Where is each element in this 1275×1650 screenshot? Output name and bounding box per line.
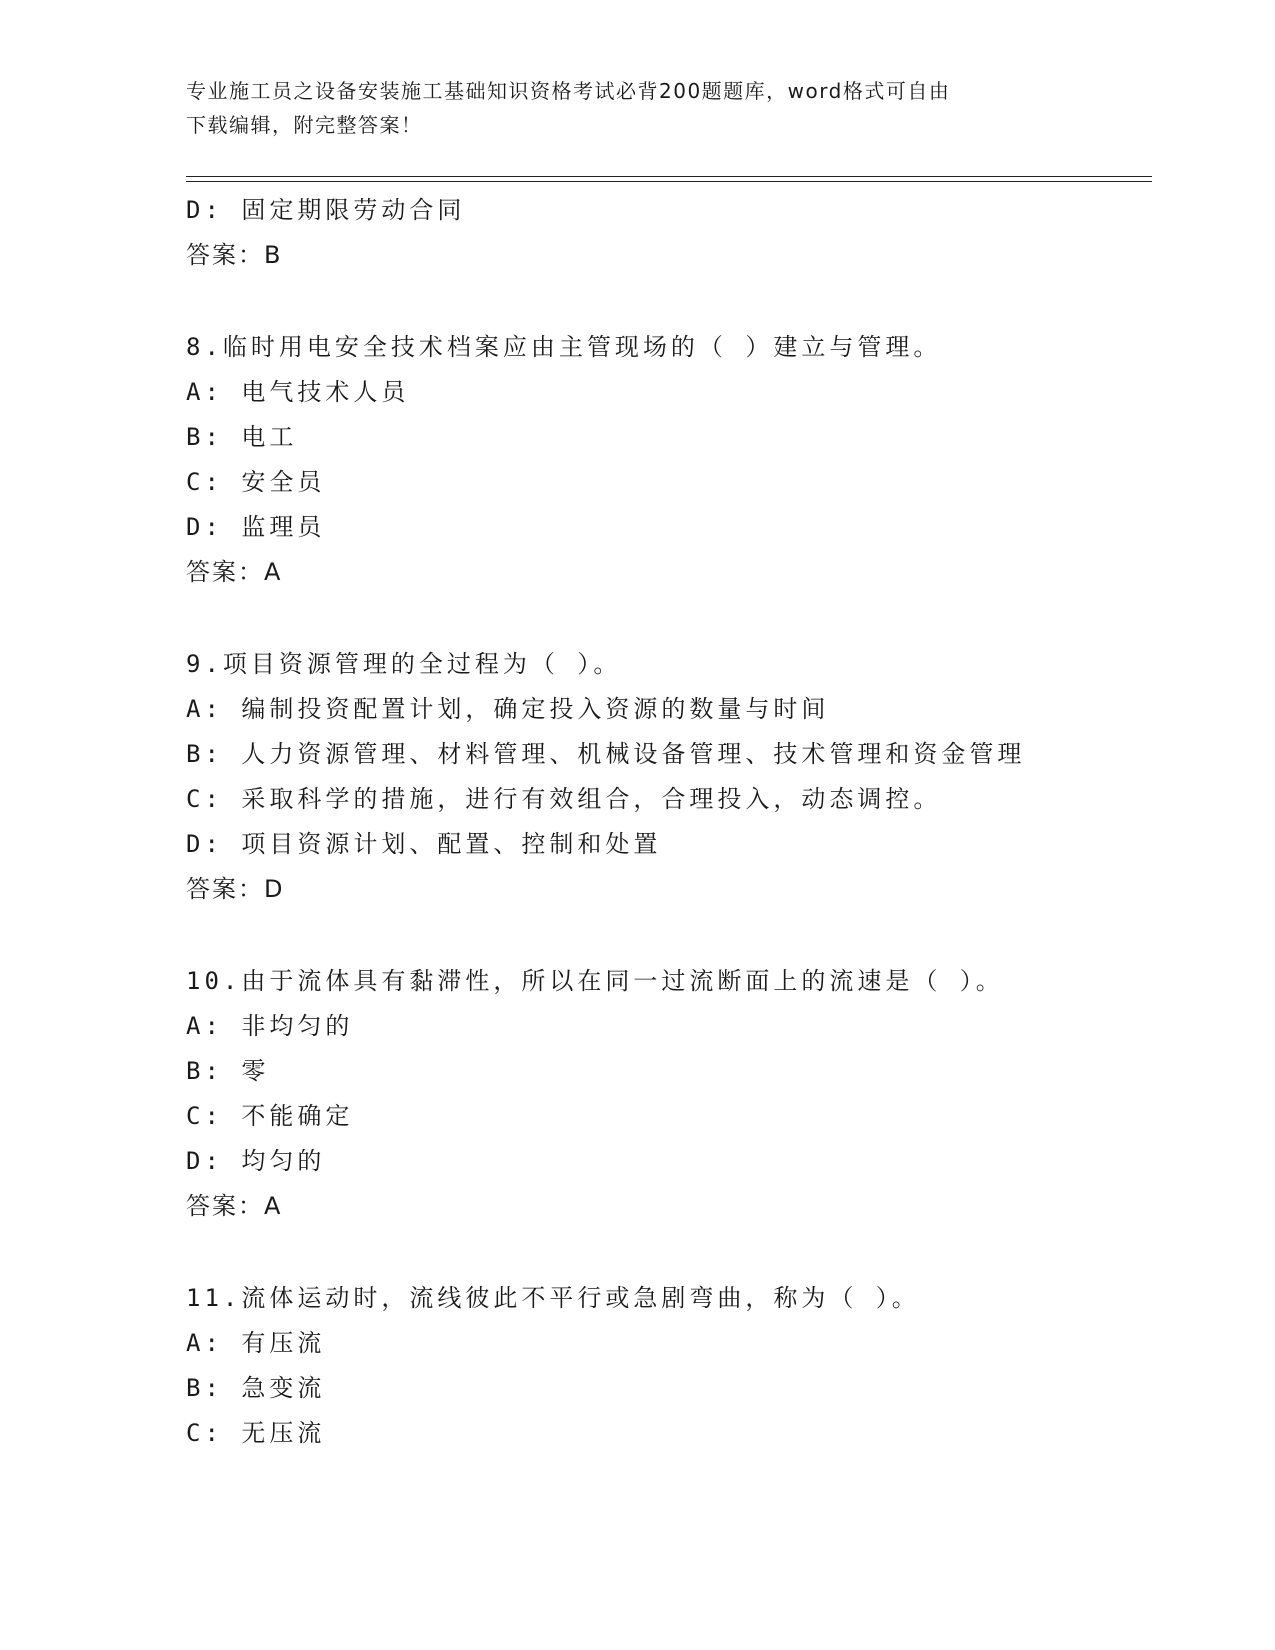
- question-8-option-c: C: 安全员: [186, 468, 326, 496]
- spacer: [186, 595, 1146, 642]
- prev-option-d: D: 固定期限劳动合同: [186, 196, 466, 224]
- question-10-option-b: B: 零: [186, 1057, 270, 1085]
- question-8-stem: 8.临时用电安全技术档案应由主管现场的（ ）建立与管理。: [186, 333, 942, 361]
- question-10-stem: 10.由于流体具有黏滞性，所以在同一过流断面上的流速是（ ）。: [186, 967, 1004, 995]
- spacer: [186, 1229, 1146, 1276]
- question-9-option-d: D: 项目资源计划、配置、控制和处置: [186, 830, 662, 858]
- question-11-option-b: B: 急变流: [186, 1374, 326, 1402]
- prev-answer: 答案：B: [186, 241, 283, 269]
- question-10-option-c: C: 不能确定: [186, 1102, 354, 1130]
- question-8-option-d: D: 监理员: [186, 513, 326, 541]
- question-9-option-b: B: 人力资源管理、材料管理、机械设备管理、技术管理和资金管理: [186, 740, 1026, 768]
- question-10-answer: 答案：A: [186, 1192, 283, 1220]
- question-9-answer: 答案：D: [186, 875, 285, 903]
- question-9-option-c: C: 采取科学的措施，进行有效组合，合理投入，动态调控。: [186, 785, 942, 813]
- question-11-stem: 11.流体运动时，流线彼此不平行或急剧弯曲，称为（ ）。: [186, 1284, 920, 1312]
- header-rule-bottom: [186, 181, 1152, 182]
- question-8-option-b: B: 电工: [186, 423, 298, 451]
- question-content: [186, 188, 1146, 1456]
- question-8-option-a: A: 电气技术人员: [186, 378, 410, 406]
- question-9-option-a: A: 编制投资配置计划，确定投入资源的数量与时间: [186, 695, 830, 723]
- question-11-option-a: A: 有压流: [186, 1329, 326, 1357]
- question-8-answer: 答案：A: [186, 558, 283, 586]
- spacer: [186, 912, 1146, 959]
- question-9-stem: 9.项目资源管理的全过程为（ ）。: [186, 650, 622, 678]
- page-header: 专业施工员之设备安装施工基础知识资格考试必背200题题库，word格式可自由 下载编辑，附完整答案！: [186, 79, 951, 137]
- question-10-option-d: D: 均匀的: [186, 1147, 326, 1175]
- header-rule-top: [186, 176, 1152, 177]
- question-11-option-c: C: 无压流: [186, 1419, 326, 1447]
- question-10-option-a: A: 非均匀的: [186, 1012, 354, 1040]
- spacer: [186, 278, 1146, 325]
